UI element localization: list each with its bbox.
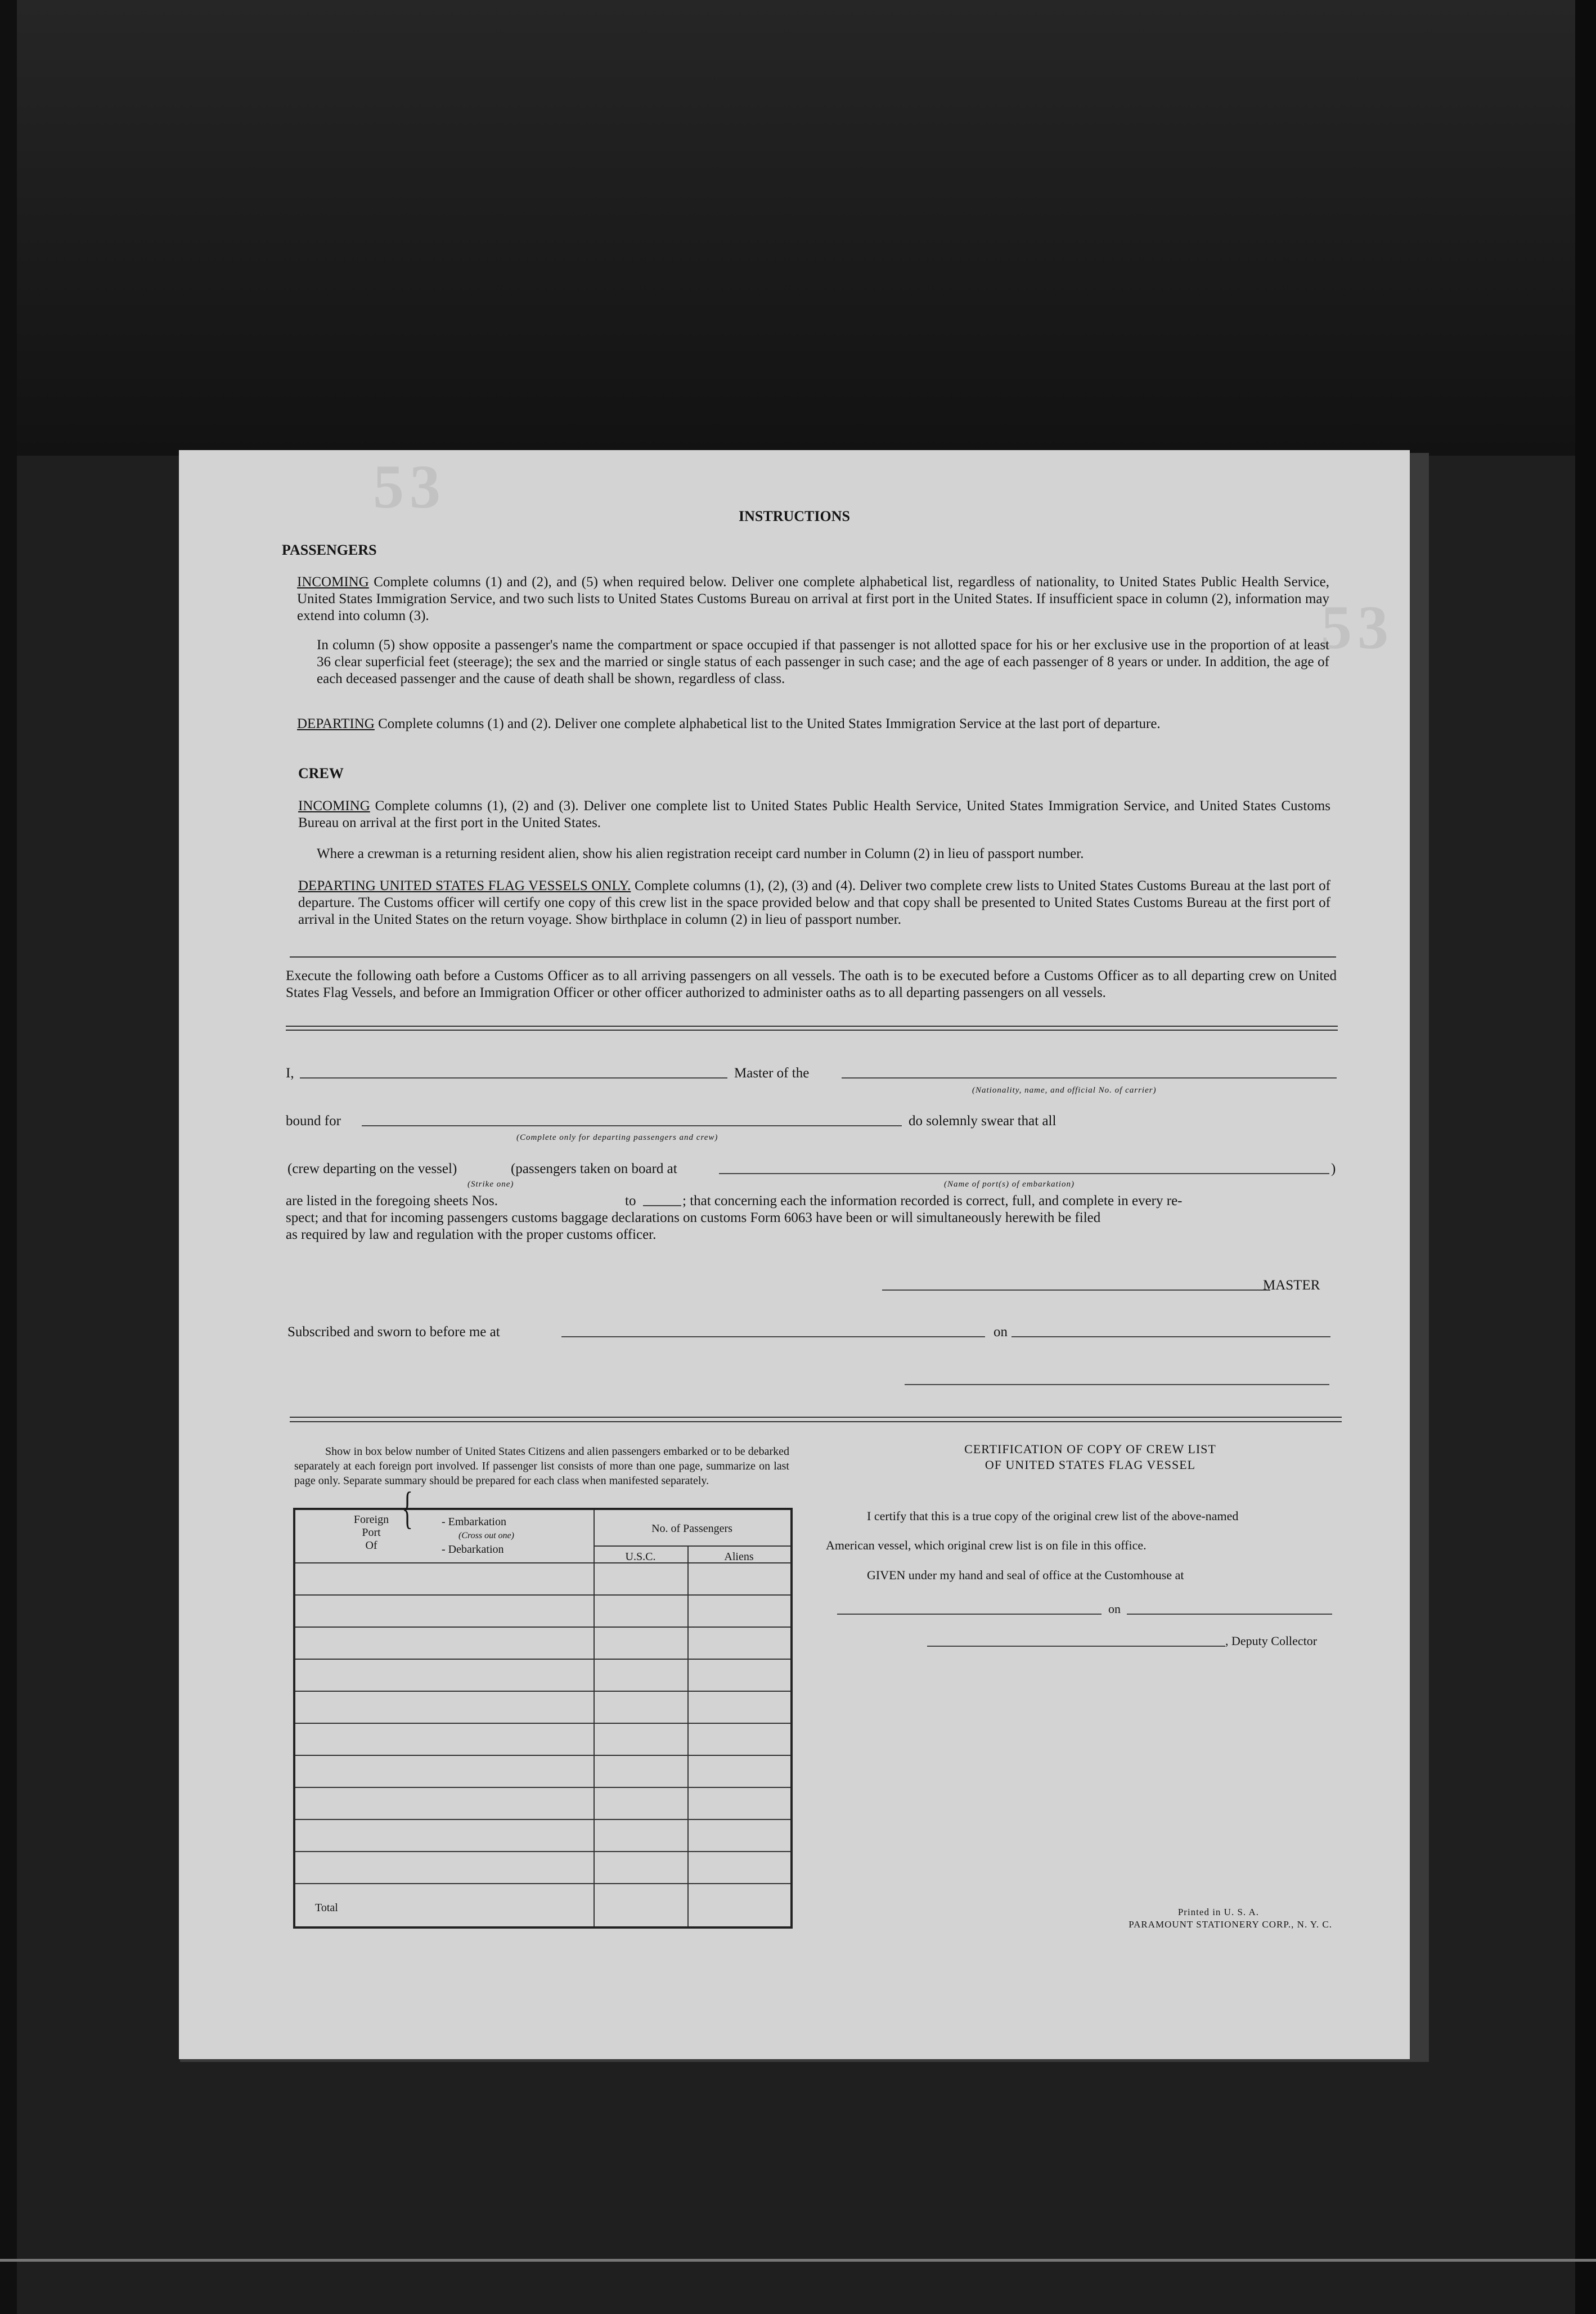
close-paren: ) bbox=[1331, 1161, 1336, 1176]
divider bbox=[290, 1421, 1342, 1422]
table-column-divider bbox=[594, 1510, 595, 1926]
divider bbox=[286, 1030, 1338, 1031]
crew-incoming-paragraph bbox=[298, 798, 1330, 832]
incoming-label: INCOMING bbox=[297, 574, 369, 590]
officer-signature-field[interactable] bbox=[905, 1384, 1329, 1385]
scanner-backdrop bbox=[0, 0, 1596, 456]
crew-heading: CREW bbox=[298, 765, 344, 781]
oath-instruction: Execute the following oath before a Customs Officer as to all arriving passengers on all vessels. The oath is to be executed before a Customs Officer as to all departing crew on United States Flag Vessels, and before an Immigration Officer or other officer authorized to administer oaths as to all departing passengers on all vessels. bbox=[286, 968, 1337, 1000]
customhouse-field[interactable] bbox=[837, 1614, 1102, 1615]
divider bbox=[290, 1417, 1342, 1418]
master-of-the-label: Master of the bbox=[734, 1066, 810, 1081]
certification-text-2: American vessel, which original crew list is on file in this office. bbox=[826, 1538, 1147, 1552]
strike-one-caption: (Strike one) bbox=[467, 1180, 514, 1189]
certification-text-1: I certify that this is a true copy of the original crew list of the above-named bbox=[867, 1509, 1239, 1523]
divider bbox=[286, 1026, 1338, 1027]
oath-i-label: I, bbox=[286, 1066, 294, 1081]
flag-vessels-label: DEPARTING UNITED STATES FLAG VESSELS ONLY. bbox=[298, 878, 631, 893]
subscribed-label: Subscribed and sworn to before me at bbox=[287, 1324, 500, 1340]
crew-incoming-text: Complete columns (1), (2) and (3). Deliver one complete list to United States Public Health Service, United States Immigration Service, and United States Customs Bureau on arrival at the first port in the United States. bbox=[298, 798, 1330, 830]
table-row-divider bbox=[295, 1594, 790, 1596]
certification-text-3: GIVEN under my hand and seal of office at the Customhouse at bbox=[867, 1568, 1184, 1582]
page-title: INSTRUCTIONS bbox=[739, 508, 850, 524]
listed-line-1-end: ; that concerning each the information recorded is correct, full, and complete in every re- bbox=[682, 1193, 1183, 1208]
carrier-caption: (Nationality, name, and official No. of carrier) bbox=[972, 1086, 1157, 1095]
flag-vessels-paragraph bbox=[298, 878, 1330, 928]
table-row-divider bbox=[295, 1883, 790, 1884]
departing-label: DEPARTING bbox=[297, 716, 375, 731]
cross-out-caption: (Cross out one) bbox=[458, 1531, 514, 1540]
crew-incoming-label: INCOMING bbox=[298, 798, 370, 814]
scanner-edge-right bbox=[1575, 0, 1596, 2314]
foreign-port-header: Foreign Port Of bbox=[353, 1513, 389, 1552]
table-row-divider bbox=[295, 1626, 790, 1628]
certification-on-label: on bbox=[1108, 1602, 1121, 1616]
certification-title bbox=[927, 1441, 1253, 1473]
bound-for-field[interactable] bbox=[362, 1125, 902, 1126]
listed-line-2: spect; and that for incoming passengers customs baggage declarations on customs Form 6063 have been or will simultaneously herewith be filed bbox=[286, 1210, 1101, 1225]
master-name-field[interactable] bbox=[300, 1077, 727, 1079]
passengers-incoming-paragraph bbox=[297, 574, 1329, 624]
ports-caption: (Name of port(s) of embarkation) bbox=[944, 1180, 1075, 1189]
incoming-text: Complete columns (1) and (2), and (5) when required below. Deliver one complete alphabetical list, regardless of nationality, to United States Public Health Service, United States Immigration Service, and two such lists to United States Customs Bureau on arrival at first port in the United States. If insufficient space in column (2), information may extend into column (3). bbox=[297, 574, 1329, 623]
table-row-divider bbox=[295, 1851, 790, 1852]
brace-glyph: { bbox=[402, 1484, 413, 1533]
debarkation-option[interactable]: - Debarkation bbox=[442, 1543, 504, 1556]
printer-line-2: PARAMOUNT STATIONERY CORP., N. Y. C. bbox=[1129, 1919, 1332, 1930]
crew-departing-option[interactable]: (crew departing on the vessel) bbox=[287, 1161, 457, 1176]
swear-label: do solemnly swear that all bbox=[909, 1113, 1056, 1129]
sheet-to-field[interactable] bbox=[643, 1205, 681, 1206]
no-of-passengers-header: No. of Passengers bbox=[651, 1522, 732, 1535]
master-label: MASTER bbox=[1263, 1278, 1320, 1293]
scanner-edge-bottom bbox=[0, 2259, 1596, 2262]
table-header-divider bbox=[594, 1545, 790, 1547]
embarkation-option[interactable]: - Embarkation bbox=[442, 1516, 506, 1528]
ports-field[interactable] bbox=[719, 1173, 1329, 1174]
table-row-divider bbox=[295, 1787, 790, 1788]
box-instruction: Show in box below number of United States Citizens and alien passengers embarked or to be debarked separately at each foreign port involved. If passenger list consists of more than one page, summarize on last page only. Separate summary should be prepared for each class when manifested separately. bbox=[294, 1445, 789, 1487]
bound-for-label: bound for bbox=[286, 1113, 341, 1129]
table-row-divider bbox=[295, 1691, 790, 1692]
table-row-divider bbox=[295, 1723, 790, 1724]
aliens-header: Aliens bbox=[724, 1551, 754, 1563]
table-row-divider bbox=[295, 1819, 790, 1820]
table-row-divider bbox=[295, 1659, 790, 1660]
table-row-divider bbox=[295, 1755, 790, 1756]
departing-text: Complete columns (1) and (2). Deliver one complete alphabetical list to the United States Immigration Service at the last port of departure. bbox=[374, 716, 1161, 731]
bleed-through-mark: 53 bbox=[373, 452, 446, 521]
scanner-edge-left bbox=[0, 0, 17, 2314]
total-label: Total bbox=[315, 1902, 338, 1914]
form-page bbox=[179, 450, 1410, 2059]
passengers-taken-option[interactable]: (passengers taken on board at bbox=[511, 1161, 677, 1176]
subscribed-on-label: on bbox=[993, 1324, 1008, 1340]
returning-resident-paragraph: Where a crewman is a returning resident alien, show his alien registration receipt card number in Column (2) in lieu of passport number. bbox=[317, 846, 1084, 861]
passengers-departing-paragraph bbox=[297, 716, 1329, 733]
column5-paragraph: In column (5) show opposite a passenger's name the compartment or space occupied if that passenger is not allotted space for his or her exclusive use in the proportion of at least 36 clear superficial feet (steerage); the sex and the married or single status of each passenger in such case; and the age of each passenger of 8 years or under. In addition, the age of each deceased passenger and the cause of death shall be shown, regardless of class. bbox=[317, 637, 1329, 686]
passengers-heading: PASSENGERS bbox=[282, 542, 377, 558]
sworn-date-field[interactable] bbox=[1011, 1336, 1330, 1337]
carrier-field[interactable] bbox=[842, 1077, 1337, 1079]
printer-line-1: Printed in U. S. A. bbox=[1177, 1907, 1259, 1917]
flag-vessels-text: Complete columns (1), (2), (3) and (4). Deliver two complete crew lists to United States Customs Bureau at the last port of departure. The Customs officer will certify one copy of this crew list in the space provided below and that copy shall be presented to United States Customs Bureau at the first port of arrival in the United States on the return voyage. Show birthplace in column (2) in lieu of passport number. bbox=[298, 878, 1330, 927]
listed-line-3: as required by law and regulation with the proper customs officer. bbox=[286, 1227, 657, 1242]
printer-imprint bbox=[1079, 1906, 1332, 1931]
passenger-summary-table bbox=[293, 1484, 793, 1929]
certification-title-line-1: CERTIFICATION OF COPY OF CREW LIST bbox=[964, 1442, 1216, 1456]
master-signature-field[interactable] bbox=[882, 1289, 1270, 1291]
listed-line-1-start: are listed in the foregoing sheets Nos. bbox=[286, 1193, 498, 1208]
usc-header: U.S.C. bbox=[625, 1551, 656, 1563]
deputy-signature-field[interactable] bbox=[927, 1646, 1225, 1647]
divider bbox=[290, 956, 1336, 958]
bleed-through-mark: 53 bbox=[1321, 593, 1394, 662]
listed-to-label: to bbox=[625, 1193, 636, 1208]
certification-date-field[interactable] bbox=[1127, 1614, 1332, 1615]
sworn-place-field[interactable] bbox=[561, 1336, 985, 1337]
table-column-divider bbox=[687, 1545, 689, 1926]
certification-title-line-2: OF UNITED STATES FLAG VESSEL bbox=[984, 1458, 1196, 1472]
complete-only-caption: (Complete only for departing passengers and crew) bbox=[516, 1133, 718, 1142]
deputy-collector-label: , Deputy Collector bbox=[1225, 1634, 1318, 1648]
